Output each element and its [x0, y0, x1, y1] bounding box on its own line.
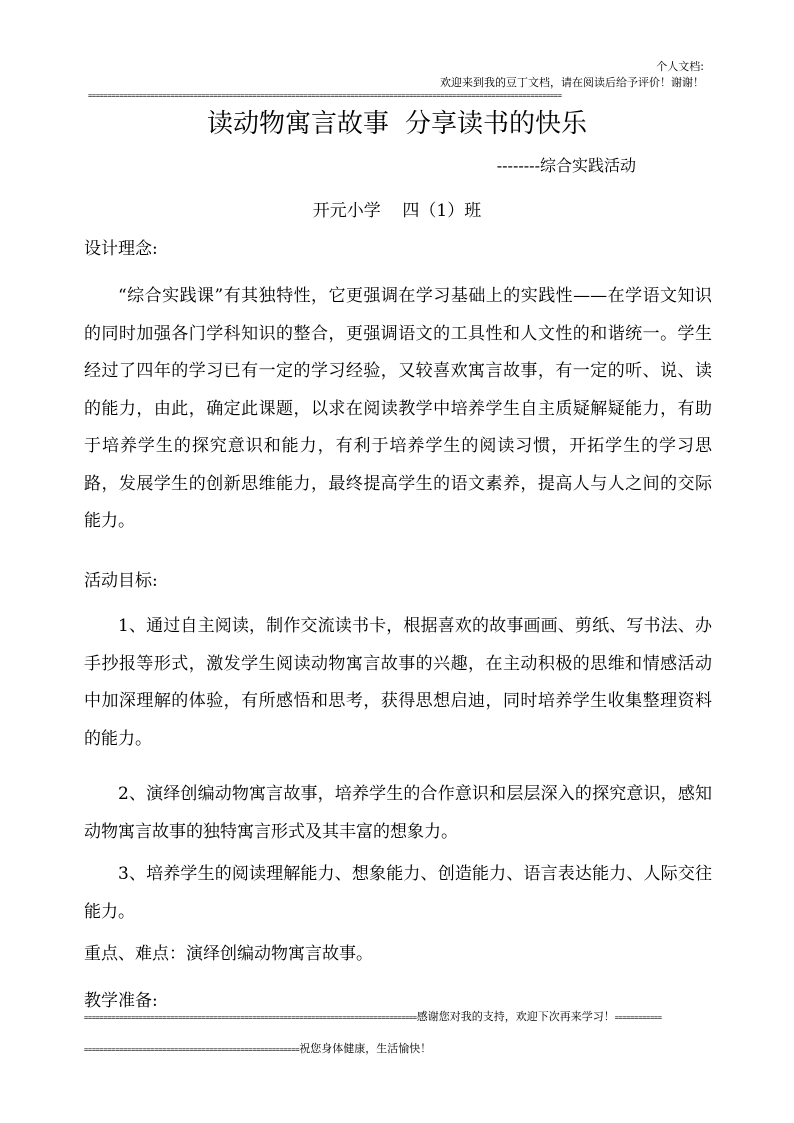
- header-welcome: 欢迎来到我的豆丁文档，请在阅读后给予评价！谢谢！: [440, 76, 704, 89]
- footer-line-1: [84, 1010, 712, 1025]
- goals-heading: 活动目标:: [84, 571, 158, 591]
- concept-heading: 设计理念:: [84, 239, 158, 259]
- document-subtitle: --------综合实践活动: [496, 156, 636, 175]
- header-label: 个人文档:: [656, 60, 704, 73]
- goal-3-paragraph: 3、培养学生的阅读理解能力、想象能力、创造能力、语言表达能力、人际交往能力。: [84, 864, 712, 922]
- document-title: [0, 106, 794, 142]
- footer-separator-1: =====================================================================================: [84, 1014, 417, 1022]
- footer-separator-2: =======================================================: [84, 1046, 300, 1054]
- goal-2-paragraph: 2、演绎创编动物寓言故事，培养学生的合作意识和层层深入的探究意识，感知动物寓言故事的独特寓言形式及其丰富的想象力。: [84, 784, 712, 842]
- prep-heading: 教学准备:: [84, 991, 158, 1011]
- goal-1-paragraph: 1、通过自主阅读，制作交流读书卡，根据喜欢的故事画画、剪纸、写书法、办手抄报等形式，激发学生阅读动物寓言故事的兴趣，在主动积极的思维和情感活动中加深理解的体验，有所感悟和思考，获得思想启迪，同时培养学生收集整理资料的能力。: [84, 616, 712, 749]
- footer-separator-tail: ============: [614, 1014, 662, 1022]
- footer-wishes: 祝您身体健康，生活愉快！: [299, 1042, 432, 1055]
- key-points: 重点、难点：演绎创编动物寓言故事。: [84, 944, 373, 964]
- school-class: 开元小学 四（1）班: [312, 201, 482, 221]
- title-part-2: 分享读书的快乐: [405, 109, 588, 139]
- footer-line-2: [84, 1042, 712, 1057]
- header-separator: =========================================================================================================================: [88, 92, 562, 100]
- concept-paragraph: “综合实践课”有其独特性，它更强调在学习基础上的实践性——在学语文知识的同时加强各门学科知识的整合，更强调语文的工具性和人文性的和谐统一。学生经过了四年的学习已有一定的学习经验，又较喜欢寓言故事，有一定的听、说、读的能力，由此，确定此课题，以求在阅读教学中培养学生自主质疑解疑能力，有助于培养学生的探究意识和能力，有利于培养学生的阅读习惯，开拓学生的学习思路，发展学生的创新思维能力，最终提高学生的语文素养，提高人与人之间的交际能力。: [84, 286, 712, 531]
- footer-thanks: 感谢您对我的支持，欢迎下次再来学习！: [416, 1010, 615, 1023]
- title-part-1: 读动物寓言故事: [206, 109, 389, 139]
